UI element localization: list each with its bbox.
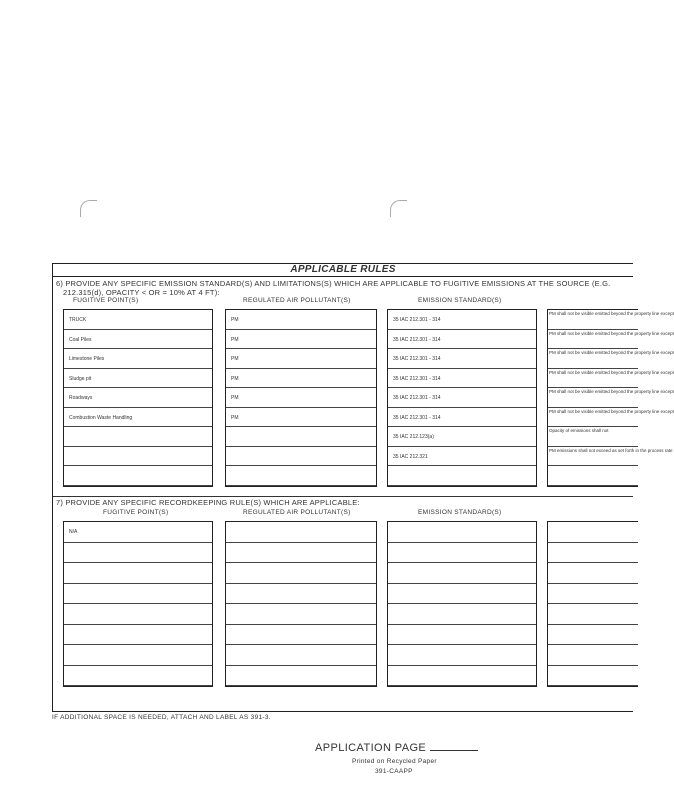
q7-limit-cell[interactable]: [548, 563, 638, 584]
q6-standard-cell[interactable]: [388, 388, 536, 408]
q6-limit-cell[interactable]: [548, 466, 638, 486]
q6-fugitive-point-column: [63, 309, 213, 487]
q6-header-pollutant: REGULATED AIR POLLUTANT(S): [243, 297, 351, 304]
q6-line1: 6) PROVIDE ANY SPECIFIC EMISSION STANDARD(S) AND LIMITATIONS(S) WHICH ARE APPLICABLE TO FUGITIVE EMISSIONS AT THE SOURCE (E.G.: [56, 279, 611, 288]
q6-standard-value: 35 IAC 212.123(a): [393, 434, 434, 440]
q6-fugitive-point-cell[interactable]: [64, 388, 212, 408]
q6-fugitive-point-value: Sludge pit: [69, 375, 92, 382]
q6-pollutant-value: PM: [231, 356, 239, 362]
recycled-note: Printed on Recycled Paper: [352, 758, 437, 765]
q6-limit-cell[interactable]: [548, 310, 674, 330]
q6-limit-cell[interactable]: [548, 427, 638, 447]
q6-pollutant-value: PM: [231, 395, 239, 401]
q6-standard-cell[interactable]: [388, 447, 536, 467]
q7-pollutant-column: [225, 521, 377, 687]
punch-mark-right: [390, 200, 407, 217]
q6-header-standard: EMISSION STANDARD(S): [418, 297, 502, 304]
q7-fugitive-point-cell[interactable]: [64, 625, 212, 646]
q7-standard-cell[interactable]: [388, 584, 536, 605]
application-page-label: [315, 742, 478, 754]
q6-fugitive-point-value: Combustion Waste Handling: [69, 414, 133, 421]
q6-fugitive-point-cell[interactable]: [64, 369, 212, 389]
q7-header-pollutant: REGULATED AIR POLLUTANT(S): [243, 509, 351, 516]
q6-pollutant-cell[interactable]: [226, 447, 376, 467]
q6-limit-column: [547, 309, 674, 487]
q7-standard-cell[interactable]: [388, 645, 536, 666]
q7-pollutant-cell[interactable]: [226, 584, 376, 605]
q7-standard-column: [387, 521, 537, 687]
q7-limit-cell[interactable]: [548, 522, 638, 543]
q7-pollutant-cell[interactable]: [226, 666, 376, 687]
q7-line1: 7) PROVIDE ANY SPECIFIC RECORDKEEPING RULE(S) WHICH ARE APPLICABLE:: [56, 498, 360, 507]
q6-fugitive-point-cell[interactable]: [64, 447, 212, 467]
q7-header-fugitive: FUGITIVE POINT(S): [103, 509, 169, 516]
page-number-blank[interactable]: [430, 750, 478, 751]
q6-standard-value: 35 IAC 212.301 - 314: [393, 356, 441, 362]
q7-fugitive-point-column: [63, 521, 213, 687]
q6-limit-cell[interactable]: [548, 369, 674, 389]
q6-limit-value: PM emissions shall not exceed as set forth in the process rate: [549, 447, 673, 453]
q6-pollutant-cell[interactable]: [226, 427, 376, 447]
q7-limit-cell[interactable]: [548, 625, 638, 646]
q6-limit-value: PM shall not be visible emitted beyond the property line except: [549, 369, 674, 375]
q6-limit-value: PM shall not be visible emitted beyond the property line except: [549, 311, 674, 316]
q6-fugitive-point-value: Limestone Piles: [69, 356, 105, 362]
q6-pollutant-value: PM: [231, 317, 239, 323]
q6-standard-value: 35 IAC 212.321: [393, 453, 428, 460]
q7-limit-cell[interactable]: [548, 604, 638, 625]
q6-limit-cell[interactable]: [548, 330, 674, 350]
q7-pollutant-cell[interactable]: [226, 645, 376, 666]
q7-fugitive-point-cell[interactable]: [64, 584, 212, 605]
q7-limit-cell[interactable]: [548, 543, 638, 564]
form-code: 391-CAAPP: [375, 768, 413, 775]
q6-standard-value: 35 IAC 212.301 - 314: [393, 414, 441, 421]
q6-limit-value: Opacity of emissions shall not: [549, 428, 609, 433]
q6-pollutant-cell[interactable]: [226, 349, 376, 369]
q6-standard-cell[interactable]: [388, 310, 536, 330]
q6-fugitive-point-value: TRUCK: [69, 317, 87, 323]
q7-standard-cell[interactable]: [388, 522, 536, 543]
q7-standard-cell[interactable]: [388, 666, 536, 687]
q6-pollutant-cell[interactable]: [226, 330, 376, 350]
q7-standard-cell[interactable]: [388, 543, 536, 564]
q6-fugitive-point-value: Coal Piles: [69, 336, 92, 343]
q7-pollutant-cell[interactable]: [226, 604, 376, 625]
q6-fugitive-point-cell[interactable]: [64, 310, 212, 330]
applicable-rules-frame: [52, 263, 674, 712]
q6-header-fugitive: FUGITIVE POINT(S): [73, 297, 139, 304]
q6-fugitive-point-cell[interactable]: [64, 466, 212, 486]
q6-limit-cell[interactable]: [548, 447, 673, 467]
q6-standard-value: 35 IAC 212.301 - 314: [393, 375, 441, 382]
q6-line2: 212.315(d), OPACITY < OR = 10% AT 4 FT):: [63, 288, 220, 297]
q6-fugitive-point-cell[interactable]: [64, 408, 212, 428]
q6-standard-cell[interactable]: [388, 466, 536, 486]
q7-standard-cell[interactable]: [388, 604, 536, 625]
q7-fugitive-point-cell[interactable]: [64, 666, 212, 687]
q6-standard-cell[interactable]: [388, 349, 536, 369]
q6-standard-cell[interactable]: [388, 330, 536, 350]
q6-fugitive-point-cell[interactable]: [64, 427, 212, 447]
q6-limit-cell[interactable]: [548, 349, 674, 369]
q7-fugitive-point-cell[interactable]: [64, 604, 212, 625]
q6-limit-cell[interactable]: [548, 408, 674, 428]
q7-pollutant-cell[interactable]: [226, 625, 376, 646]
q7-fugitive-point-cell[interactable]: [64, 522, 212, 543]
q6-limit-value: PM shall not be visible emitted beyond the property line except: [549, 389, 674, 394]
q6-pollutant-value: PM: [231, 375, 239, 382]
q7-header-standard: EMISSION STANDARD(S): [418, 509, 502, 516]
q6-limit-cell[interactable]: [548, 388, 674, 408]
application-page-text: APPLICATION PAGE: [315, 742, 427, 754]
punch-mark-left: [80, 200, 97, 217]
q7-fugitive-point-cell[interactable]: [64, 543, 212, 564]
q6-pollutant-value: PM: [231, 336, 239, 343]
section-title: APPLICABLE RULES: [53, 264, 633, 277]
q6-standard-value: 35 IAC 212.301 - 314: [393, 336, 441, 343]
q6-fugitive-point-value: Roadways: [69, 395, 93, 401]
q6-fugitive-point-cell[interactable]: [64, 349, 212, 369]
q6-standard-cell[interactable]: [388, 427, 536, 447]
q6-standard-cell[interactable]: [388, 408, 536, 428]
q6-limit-value: PM shall not be visible emitted beyond the property line except: [549, 408, 674, 414]
q7-pollutant-cell[interactable]: [226, 522, 376, 543]
q7-fugitive-point-cell[interactable]: [64, 563, 212, 584]
q6-pollutant-cell[interactable]: [226, 466, 376, 486]
q6-limit-value: PM shall not be visible emitted beyond the property line except: [549, 330, 674, 336]
q7-pollutant-cell[interactable]: [226, 563, 376, 584]
q6-pollutant-cell[interactable]: [226, 369, 376, 389]
q7-limit-cell[interactable]: [548, 584, 638, 605]
q6-standard-cell[interactable]: [388, 369, 536, 389]
q7-limit-cell[interactable]: [548, 645, 638, 666]
q7-limit-column: [547, 521, 638, 687]
q7-limit-cell[interactable]: [548, 666, 638, 687]
q6-standard-column: [387, 309, 537, 487]
q7-standard-cell[interactable]: [388, 563, 536, 584]
q6-standard-value: 35 IAC 212.301 - 314: [393, 395, 441, 401]
q7-standard-cell[interactable]: [388, 625, 536, 646]
q6-pollutant-cell[interactable]: [226, 408, 376, 428]
q6-limit-value: PM shall not be visible emitted beyond the property line except: [549, 350, 674, 355]
q6-pollutant-cell[interactable]: [226, 388, 376, 408]
q7-fugitive-point-value: N/A: [69, 529, 78, 535]
q6-fugitive-point-cell[interactable]: [64, 330, 212, 350]
q7-pollutant-cell[interactable]: [226, 543, 376, 564]
q6-pollutant-value: PM: [231, 414, 239, 421]
q6-pollutant-cell[interactable]: [226, 310, 376, 330]
q7-fugitive-point-cell[interactable]: [64, 645, 212, 666]
q6-standard-value: 35 IAC 212.301 - 314: [393, 317, 441, 323]
q6-pollutant-column: [225, 309, 377, 487]
section-divider: [53, 496, 633, 497]
footnote: IF ADDITIONAL SPACE IS NEEDED, ATTACH AND LABEL AS 391-3.: [52, 714, 271, 721]
